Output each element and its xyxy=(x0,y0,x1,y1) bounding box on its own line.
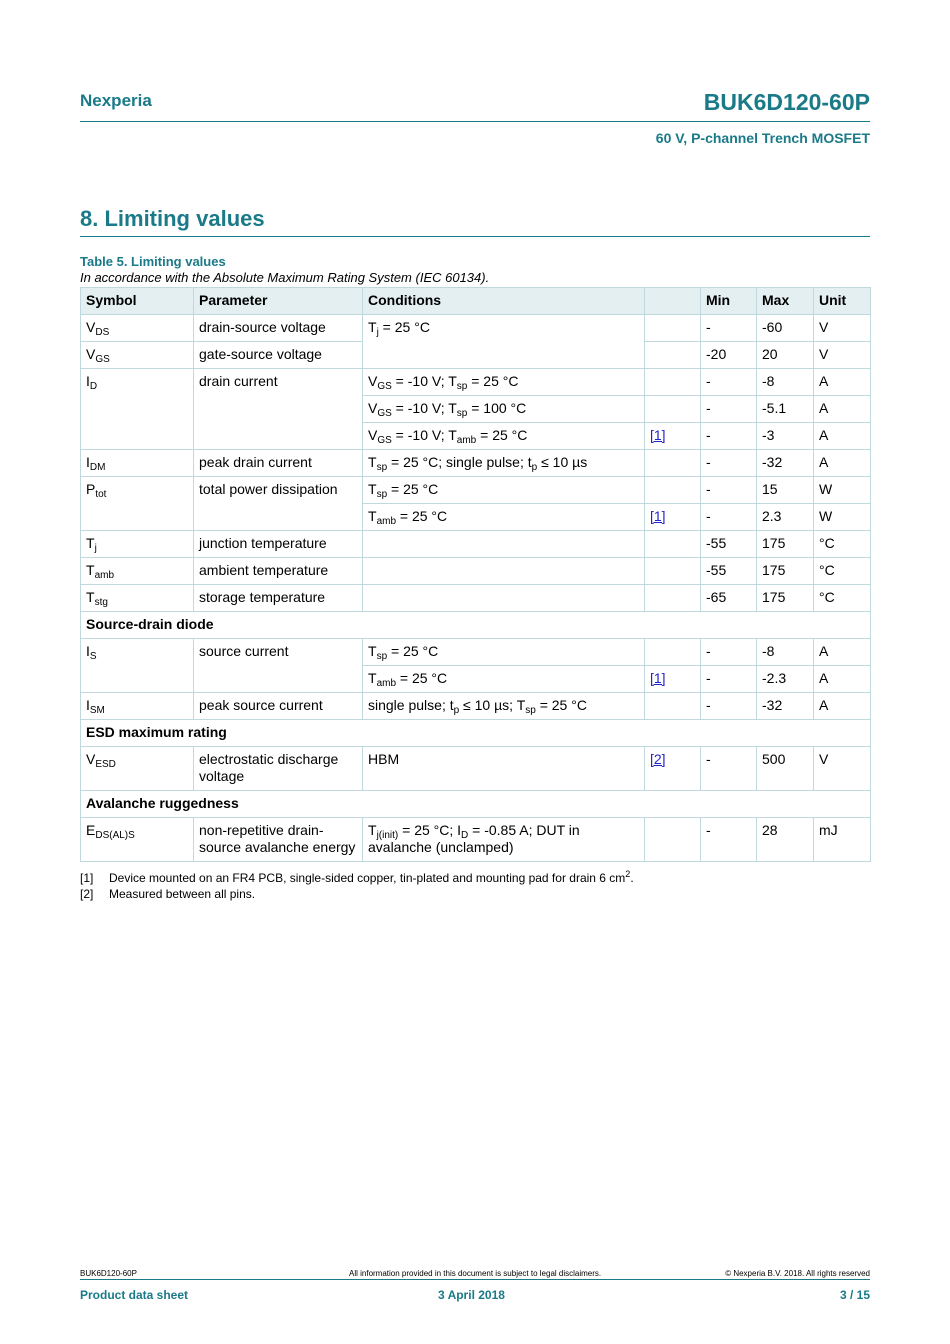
cell-max: -32 xyxy=(757,450,814,477)
table-row xyxy=(81,450,871,477)
footer-doc-type: Product data sheet xyxy=(80,1288,189,1302)
cell-max: -8 xyxy=(757,369,814,396)
cell-unit: W xyxy=(814,477,871,504)
cell-parameter: source current xyxy=(194,639,363,693)
cell-ref xyxy=(645,693,701,720)
header-parameter: Parameter xyxy=(194,288,363,315)
table-row xyxy=(81,315,871,342)
table-row xyxy=(81,639,871,666)
table-row xyxy=(81,693,871,720)
note-item: [1] Device mounted on an FR4 PCB, single-sided copper, tin-plated and mounting pad for drain 6 $cm^2$. xyxy=(80,869,634,885)
cell-symbol: $T_{stg}$ xyxy=(81,585,194,612)
cell-symbol: $I_{SM}$ xyxy=(81,693,194,720)
cell-symbol: $V_{ESD}$ xyxy=(81,747,194,791)
cell-conditions: $T_{amb} = 25$ °C xyxy=(363,504,645,531)
cell-max: 500 xyxy=(757,747,814,791)
cell-parameter: electrostatic discharge voltage xyxy=(194,747,363,791)
group-row xyxy=(81,720,871,747)
cell-symbol: $V_{DS}$ xyxy=(81,315,194,342)
table-row xyxy=(81,369,871,396)
cell-ref xyxy=(645,639,701,666)
table-description: In accordance with the Absolute Maximum Rating System (IEC 60134). xyxy=(80,270,490,285)
cell-unit: °C xyxy=(814,585,871,612)
cell-symbol: $T_{amb}$ xyxy=(81,558,194,585)
cell-min: - xyxy=(701,747,757,791)
cell-unit: A xyxy=(814,639,871,666)
cell-min: - xyxy=(701,315,757,342)
group-heading-source-drain: Source-drain diode xyxy=(81,612,871,639)
header-min: Min xyxy=(701,288,757,315)
cell-unit: V xyxy=(814,747,871,791)
document-title: BUK6D120-60P xyxy=(703,89,870,115)
cell-unit: A xyxy=(814,450,871,477)
table-row xyxy=(81,531,871,558)
header-conditions: Conditions xyxy=(363,288,645,315)
footer-doc-id: BUK6D120-60P xyxy=(80,1269,137,1278)
footer-date: 3 April 2018 xyxy=(438,1288,505,1302)
cell-min: -55 xyxy=(701,531,757,558)
group-heading-avalanche: Avalanche ruggedness xyxy=(81,791,871,818)
cell-unit: A xyxy=(814,693,871,720)
cell-ref xyxy=(645,747,701,791)
cell-symbol: $V_{GS}$ xyxy=(81,342,194,369)
cell-min: - xyxy=(701,818,757,862)
section-divider xyxy=(80,236,870,237)
cell-max: -3 xyxy=(757,423,814,450)
cell-conditions xyxy=(363,531,645,558)
cell-parameter: ambient temperature xyxy=(194,558,363,585)
note-item: [2] Measured between all pins. xyxy=(80,887,256,901)
cell-min: -55 xyxy=(701,558,757,585)
table-row xyxy=(81,818,871,862)
footnote-ref-link[interactable]: [1] xyxy=(650,508,666,524)
header-max: Max xyxy=(757,288,814,315)
document-subtitle: 60 V, P-channel Trench MOSFET xyxy=(655,130,870,146)
cell-min: - xyxy=(701,504,757,531)
table-row xyxy=(81,747,871,791)
cell-min: - xyxy=(701,639,757,666)
cell-ref xyxy=(645,531,701,558)
cell-conditions: $V_{GS} = -10$ V; $T_{sp} = 100$ °C xyxy=(363,396,645,423)
cell-ref xyxy=(645,558,701,585)
cell-unit: A xyxy=(814,369,871,396)
cell-ref xyxy=(645,666,701,693)
cell-max: 2.3 xyxy=(757,504,814,531)
cell-min: - xyxy=(701,423,757,450)
cell-unit: V xyxy=(814,342,871,369)
cell-symbol: $I_D$ xyxy=(81,369,194,450)
cell-max: -2.3 xyxy=(757,666,814,693)
cell-ref xyxy=(645,369,701,396)
cell-conditions xyxy=(363,585,645,612)
footnote-ref-link[interactable]: [2] xyxy=(650,751,666,767)
cell-unit: °C xyxy=(814,531,871,558)
header-symbol: Symbol xyxy=(81,288,194,315)
cell-parameter: non-repetitive drain-source avalanche energy xyxy=(194,818,363,862)
cell-conditions: $T_{j(init)} = 25$ °C; $I_D = -0.85$ A; DUT in avalanche (unclamped) xyxy=(363,818,645,862)
footnote-ref-link[interactable]: [1] xyxy=(650,670,666,686)
cell-ref xyxy=(645,477,701,504)
cell-unit: V xyxy=(814,315,871,342)
group-heading-esd: ESD maximum rating xyxy=(81,720,871,747)
cell-min: - xyxy=(701,450,757,477)
cell-min: -20 xyxy=(701,342,757,369)
cell-parameter: peak drain current xyxy=(194,450,363,477)
cell-conditions: single pulse; $t_p \le 10$ µs; $T_{sp} = 25$ °C xyxy=(363,693,645,720)
cell-parameter: total power dissipation xyxy=(194,477,363,531)
section-title: 8. Limiting values xyxy=(80,206,265,231)
group-row xyxy=(81,612,871,639)
table-notes xyxy=(80,870,634,902)
cell-conditions: $T_{sp} = 25$ °C; single pulse; $t_p \le 10$ µs xyxy=(363,450,645,477)
cell-parameter: junction temperature xyxy=(194,531,363,558)
cell-min: - xyxy=(701,666,757,693)
cell-parameter: gate-source voltage xyxy=(194,342,363,369)
cell-max: 175 xyxy=(757,585,814,612)
cell-max: -32 xyxy=(757,693,814,720)
header-ref xyxy=(645,288,701,315)
cell-unit: mJ xyxy=(814,818,871,862)
cell-conditions: $V_{GS} = -10$ V; $T_{sp} = 25$ °C xyxy=(363,369,645,396)
header-divider xyxy=(80,121,870,122)
cell-ref xyxy=(645,585,701,612)
cell-parameter: drain current xyxy=(194,369,363,450)
cell-symbol: $P_{tot}$ xyxy=(81,477,194,531)
cell-conditions: $T_{sp} = 25$ °C xyxy=(363,639,645,666)
footnote-ref-link[interactable]: [1] xyxy=(650,427,666,443)
cell-ref xyxy=(645,396,701,423)
cell-ref xyxy=(645,423,701,450)
cell-symbol: $I_S$ xyxy=(81,639,194,693)
footer-disclaimer: All information provided in this document is subject to legal disclaimers. xyxy=(349,1269,602,1278)
brand-name: Nexperia xyxy=(80,91,152,110)
table-row xyxy=(81,558,871,585)
cell-parameter: drain-source voltage xyxy=(194,315,363,342)
footer-copyright: © Nexperia B.V. 2018. All rights reserved xyxy=(725,1269,870,1278)
cell-max: 20 xyxy=(757,342,814,369)
cell-conditions: $V_{GS} = -10$ V; $T_{amb} = 25$ °C xyxy=(363,423,645,450)
cell-max: 175 xyxy=(757,531,814,558)
cell-ref xyxy=(645,315,701,342)
cell-conditions: $T_j = 25$ °C xyxy=(363,315,645,369)
cell-min: -65 xyxy=(701,585,757,612)
cell-max: 15 xyxy=(757,477,814,504)
cell-max: -60 xyxy=(757,315,814,342)
header-unit: Unit xyxy=(814,288,871,315)
limiting-values-table xyxy=(80,287,871,862)
cell-parameter: peak source current xyxy=(194,693,363,720)
cell-symbol: $T_j$ xyxy=(81,531,194,558)
cell-max: 28 xyxy=(757,818,814,862)
cell-conditions: $T_{amb} = 25$ °C xyxy=(363,666,645,693)
group-row xyxy=(81,791,871,818)
cell-ref xyxy=(645,504,701,531)
cell-symbol: $E_{DS(AL)S}$ xyxy=(81,818,194,862)
cell-ref xyxy=(645,342,701,369)
table-header-row xyxy=(81,288,871,315)
cell-min: - xyxy=(701,369,757,396)
cell-parameter: storage temperature xyxy=(194,585,363,612)
cell-conditions: $T_{sp} = 25$ °C xyxy=(363,477,645,504)
footer-divider xyxy=(80,1279,870,1280)
cell-max: -8 xyxy=(757,639,814,666)
cell-unit: °C xyxy=(814,558,871,585)
cell-min: - xyxy=(701,477,757,504)
cell-unit: A xyxy=(814,396,871,423)
cell-conditions xyxy=(363,558,645,585)
cell-ref xyxy=(645,450,701,477)
cell-max: -5.1 xyxy=(757,396,814,423)
table-caption: Table 5. Limiting values xyxy=(80,254,226,269)
cell-conditions: HBM xyxy=(363,747,645,791)
cell-ref xyxy=(645,818,701,862)
table-row xyxy=(81,585,871,612)
cell-unit: W xyxy=(814,504,871,531)
cell-unit: A xyxy=(814,423,871,450)
cell-unit: A xyxy=(814,666,871,693)
cell-min: - xyxy=(701,396,757,423)
footer-page-number: 3 / 15 xyxy=(839,1288,870,1302)
cell-symbol: $I_{DM}$ xyxy=(81,450,194,477)
cell-max: 175 xyxy=(757,558,814,585)
cell-min: - xyxy=(701,693,757,720)
table-row xyxy=(81,477,871,504)
